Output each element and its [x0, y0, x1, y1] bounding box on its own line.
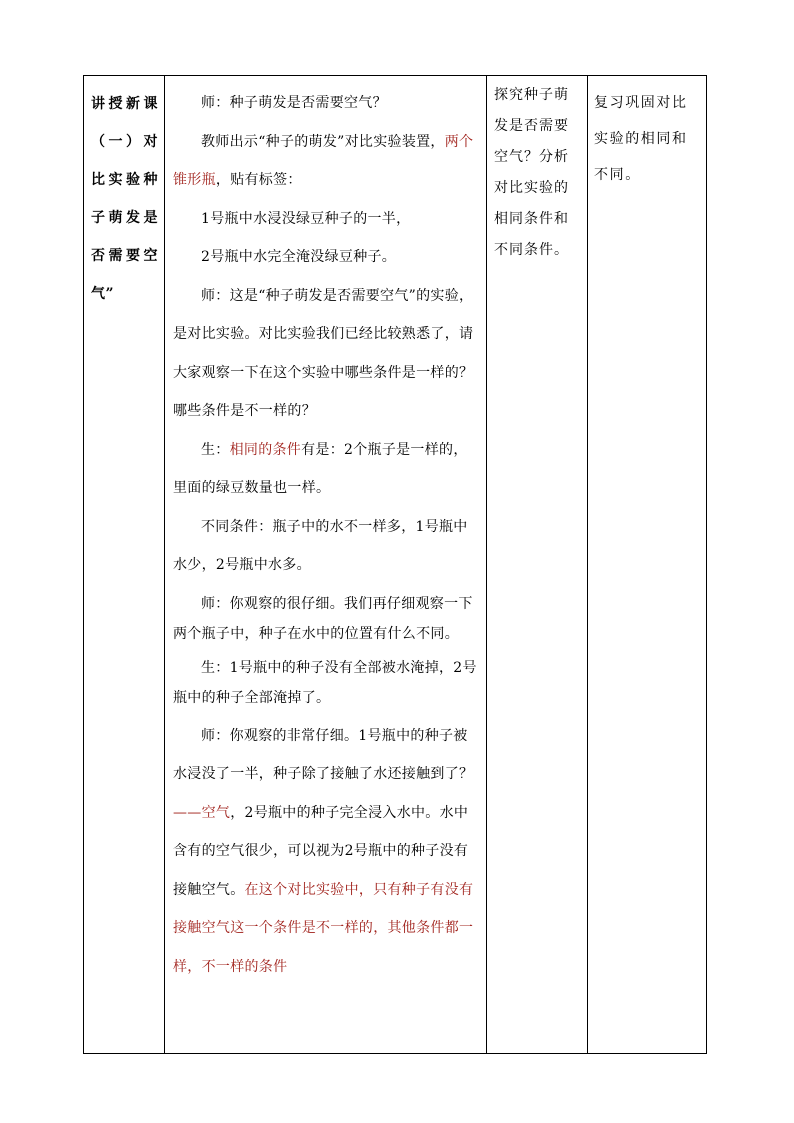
highlighted-text: 相同的条件 — [229, 441, 302, 458]
activity-paragraph — [173, 508, 480, 585]
activity-paragraph — [173, 123, 480, 200]
paragraph-text: 师：你观察的非常仔细。1号瓶中的种子被水浸没了一半，种子除了接触了水还接触到了？ — [173, 727, 474, 782]
paragraph-text: 师：种子萌发是否需要空气？ — [201, 95, 387, 111]
paragraph-text: ，贴有标签： — [215, 172, 302, 188]
activity-paragraph — [173, 84, 480, 123]
highlighted-text: 两个锥形瓶 — [173, 133, 474, 188]
highlighted-text: ——空气 — [173, 804, 231, 821]
design-intent: 探究种子萌发是否需要空气？分析对比实验的相同条件和不同条件。 — [494, 87, 569, 258]
intent-column — [487, 76, 588, 1054]
activity-column — [165, 76, 487, 1054]
paragraph-text: ，2号瓶中的种子完全浸入水中。水中含有的空气很少，可以视为2号瓶中的种子没有接触空气。 — [173, 804, 469, 898]
paragraph-text: 有是：2个瓶子是一样的，里面的绿豆数量也一样。 — [173, 441, 468, 496]
activity-paragraph — [173, 238, 480, 277]
lesson-table — [83, 75, 707, 1054]
review-column — [588, 76, 707, 1054]
activity-text — [165, 76, 486, 986]
activity-paragraph — [173, 717, 480, 987]
stage-column — [84, 76, 165, 1054]
paragraph-text: 师：这是“种子萌发是否需要空气”的实验，是对比实验。对比实验我们已经比较熟悉了，请大家观察一下在这个实验中哪些条件是一样的？哪些条件是不一样的？ — [173, 287, 474, 419]
paragraph-text: 生：1号瓶中的种子没有全部被水淹掉，2号瓶中的种子全部淹掉了。 — [173, 659, 477, 706]
paragraph-text: 不同条件：瓶子中的水不一样多，1号瓶中水少，2号瓶中水多。 — [173, 518, 468, 573]
paragraph-text: 生： — [201, 441, 230, 458]
stage-label: 讲授新课（一）对比实验种子萌发是否需要空气” — [91, 96, 158, 302]
paragraph-text: 师：你观察的很仔细。我们再仔细观察一下两个瓶子中，种子在水中的位置有什么不同。 — [173, 595, 473, 642]
paragraph-text: 1号瓶中水浸没绿豆种子的一半， — [201, 210, 411, 227]
activity-paragraph — [173, 653, 480, 713]
table-row — [84, 76, 707, 1054]
paragraph-text: 2号瓶中水完全淹没绿豆种子。 — [201, 249, 397, 265]
activity-paragraph — [173, 277, 480, 431]
student-activity: 复习巩固对比实验的相同和不同。 — [594, 95, 688, 183]
highlighted-text: 在这个对比实验中，只有种子有没有接触空气这一个条件是不一样的，其他条件都一样，不一样的条件 — [173, 881, 474, 975]
activity-paragraph — [173, 200, 480, 239]
paragraph-text: 教师出示“种子的萌发”对比实验装置， — [201, 133, 445, 150]
activity-paragraph — [173, 589, 480, 649]
activity-paragraph — [173, 431, 480, 508]
